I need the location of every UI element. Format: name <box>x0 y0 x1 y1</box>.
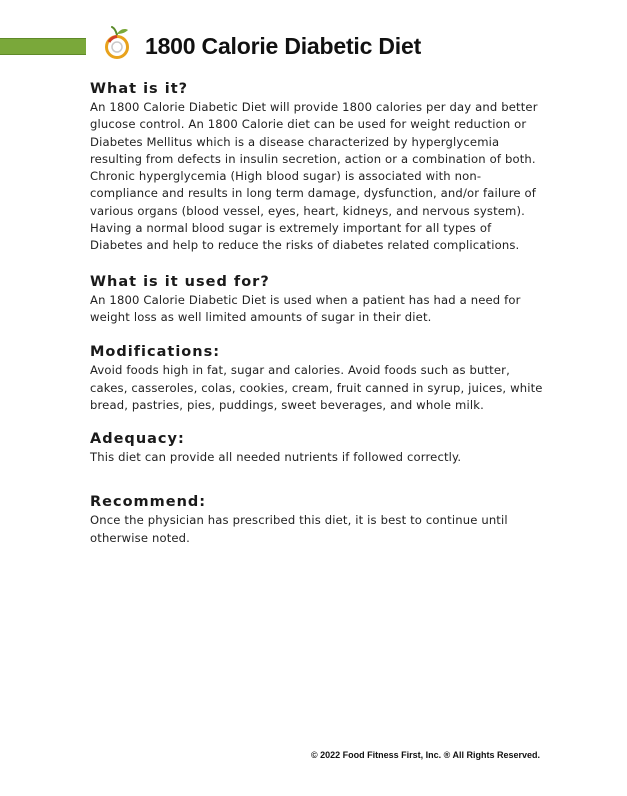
section-recommend <box>90 494 545 547</box>
section-modifications <box>90 344 545 414</box>
page-title: 1800 Calorie Diabetic Diet <box>145 33 422 59</box>
section-body: Once the physician has prescribed this diet, it is best to continue until otherwise noted. <box>90 513 508 545</box>
section-what-is-it-used-for <box>90 274 545 327</box>
section-heading: Adequacy: <box>90 431 185 448</box>
section-heading: Modifications: <box>90 344 221 361</box>
section-heading: Recommend: <box>90 494 207 511</box>
section-adequacy <box>90 431 545 466</box>
copyright-footer: © 2022 Food Fitness First, Inc. ® All Rights Reserved. <box>311 750 540 760</box>
apple-logo-icon <box>104 26 132 60</box>
section-what-is-it <box>90 80 545 255</box>
section-heading: What is it used for? <box>90 273 270 290</box>
document-content <box>90 80 545 547</box>
section-body: An 1800 Calorie Diabetic Diet will provide 1800 calories per day and better glucose control. An 1800 Calorie diet can be used for weight reduction or Diabetes Mellitus which is a disease characterized by hyperglycemia resulting from defects in insulin secretion, action or a combination of both. Chronic hyperglycemia (High blood sugar) is associated with non-compliance and results in long term damage, dysfunction, and/or failure of various organs (blood vessel, eyes, heart, kidneys, and nervous system). Having a normal blood sugar is extremely important for all types of Diabetes and help to reduce the risks of diabetes related complications. <box>90 100 538 253</box>
section-body: This diet can provide all needed nutrients if followed correctly. <box>90 450 462 465</box>
section-body: Avoid foods high in fat, sugar and calories. Avoid foods such as butter, cakes, casseroles, colas, cookies, cream, fruit canned in syrup, juices, white bread, pastries, pies, puddings, sweet beverages, and whole milk. <box>90 363 543 412</box>
section-heading: What is it? <box>90 81 189 97</box>
header-accent-bar <box>0 38 86 55</box>
section-body: An 1800 Calorie Diabetic Diet is used when a patient has had a need for weight loss as well limited amounts of sugar in their diet. <box>90 292 521 324</box>
